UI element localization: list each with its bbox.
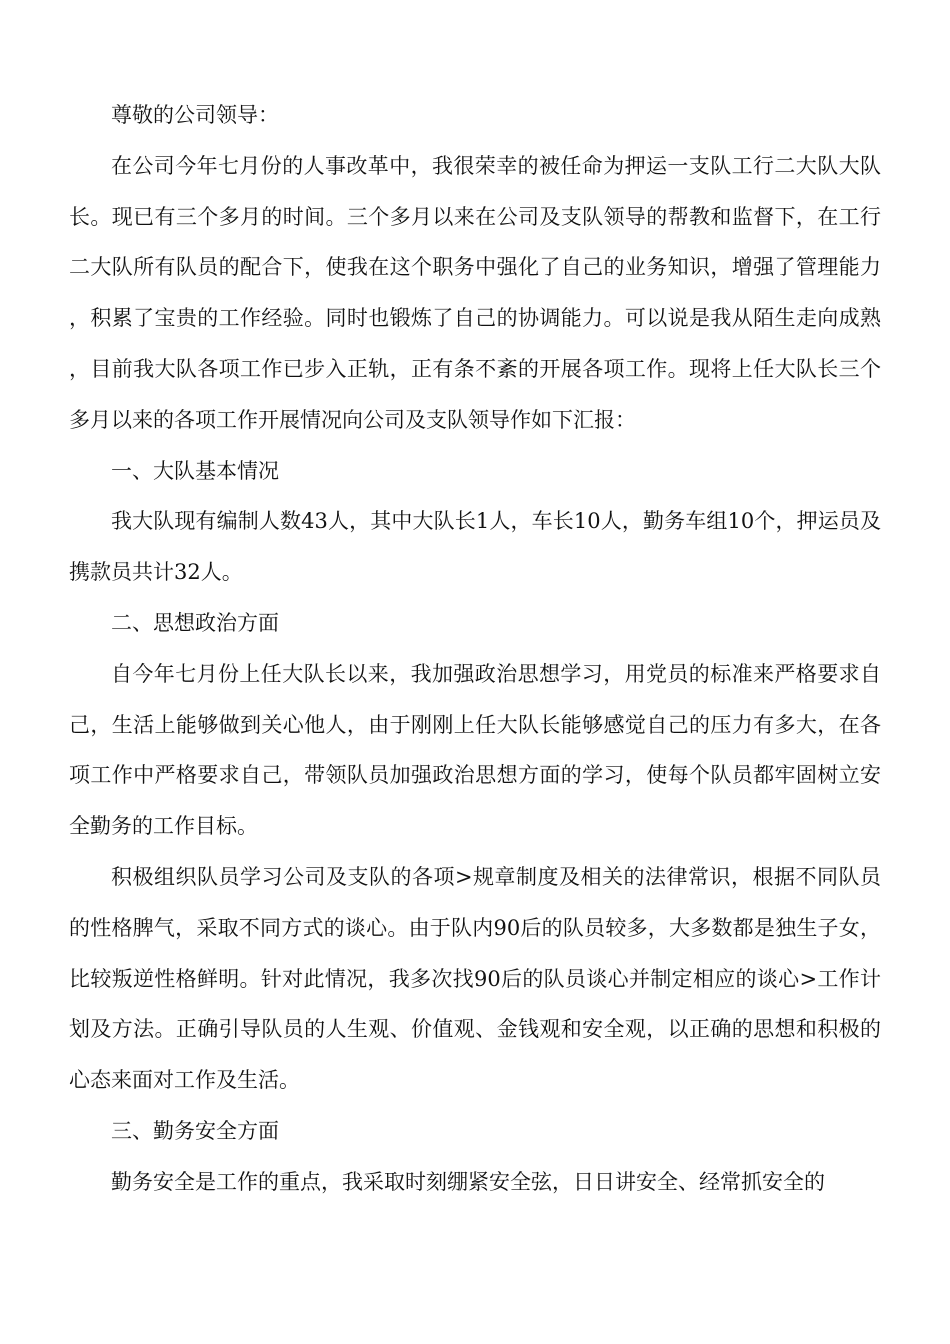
section-body-safety: 勤务安全是工作的重点，我采取时刻绷紧安全弦，日日讲安全、经常抓安全的 (111, 1169, 825, 1194)
section-body-politics-1: 自今年七月份上任大队长以来，我加强政治思想学习，用党员的标准来严格要求自己，生活上能够做到关心他人，由于刚刚上任大队长能够感觉自己的压力有多大，在各项工作中严格要求自己，带领队员加强政治思想方面的学习，使每个队员都牢固树立安全勤务的工作目标。 (69, 661, 881, 839)
section-heading-safety: 三、勤务安全方面 (111, 1118, 279, 1143)
document-page (69, 90, 881, 1208)
section-body-politics-2: 积极组织队员学习公司及支队的各项>规章制度及相关的法律常识，根据不同队员的性格脾气，采取不同方式的谈心。由于队内90后的队员较多，大多数都是独生子女，比较叛逆性格鲜明。针对此情况，我多次找90后的队员谈心并制定相应的谈心>工作计划及方法。正确引导队员的人生观、价值观、金钱观和安全观，以正确的思想和积极的心态来面对工作及生活。 (69, 864, 881, 1093)
salutation: 尊敬的公司领导： (111, 103, 279, 127)
section-body-basic-info: 我大队现有编制人数43人，其中大队长1人，车长10人，勤务车组10个，押运员及携款员共计32人。 (69, 509, 881, 585)
intro-paragraph: 在公司今年七月份的人事改革中，我很荣幸的被任命为押运一支队工行二大队大队长。现已有三个多月的时间。三个多月以来在公司及支队领导的帮教和监督下，在工行二大队所有队员的配合下，使我在这个职务中强化了自己的业务知识，增强了管理能力，积累了宝贵的工作经验。同时也锻炼了自己的协调能力。可以说是我从陌生走向成熟，目前我大队各项工作已步入正轨，正有条不紊的开展各项工作。现将上任大队长三个多月以来的各项工作开展情况向公司及支队领导作如下汇报： (69, 153, 881, 432)
section-heading-basic-info: 一、大队基本情况 (111, 458, 279, 483)
section-heading-politics: 二、思想政治方面 (111, 610, 279, 635)
